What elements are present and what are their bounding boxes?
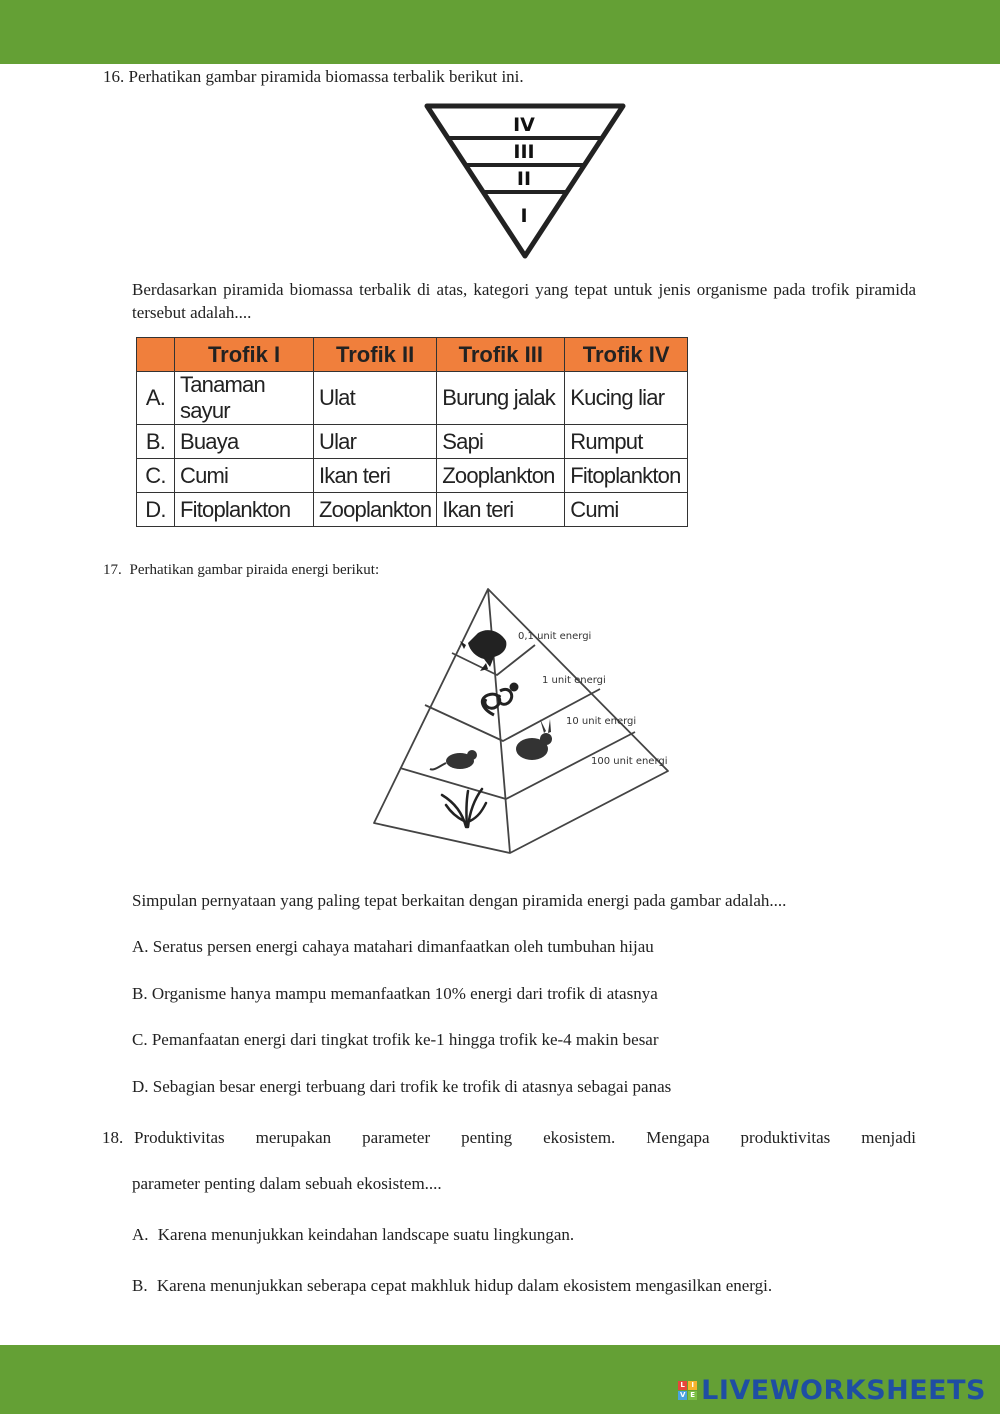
table-header-cell: Trofik I bbox=[175, 338, 314, 372]
q16-number: 16. bbox=[103, 67, 125, 86]
table-cell: Burung jalak bbox=[437, 372, 565, 425]
pyramid-level-iii: III bbox=[513, 141, 535, 163]
option-text: Karena menunjukkan seberapa cepat makhluk hidup dalam ekosistem mengasilkan energi. bbox=[156, 1276, 773, 1295]
table-cell: Buaya bbox=[175, 425, 314, 459]
table-row bbox=[137, 372, 688, 425]
rat-icon bbox=[430, 750, 477, 770]
table-cell: Cumi bbox=[175, 459, 314, 493]
pyramid-level-iv: IV bbox=[513, 114, 535, 136]
table-cell: Ulat bbox=[314, 372, 437, 425]
option-letter: B. bbox=[132, 1276, 148, 1295]
table-row bbox=[137, 459, 688, 493]
q17-question: Simpulan pernyataan yang paling tepat berkaitan dengan piramida energi pada gambar adalah.... bbox=[132, 891, 787, 910]
q18-line-1: Produktivitas merupakan parameter penting ekosistem. Mengapa produktivitas menjadi bbox=[134, 1128, 916, 1147]
q17-number: 17. bbox=[103, 562, 122, 578]
table-header-cell: Trofik II bbox=[314, 338, 437, 372]
table-cell: Rumput bbox=[565, 425, 688, 459]
header-band bbox=[0, 0, 1000, 64]
q17-option-b: B. Organisme hanya mampu memanfaatkan 10% energi dari trofik di atasnya bbox=[132, 984, 658, 1003]
q16-question: Berdasarkan piramida biomassa terbalik di atas, kategori yang tepat untuk jenis organisme pada trofik piramida tersebut adalah.... bbox=[132, 280, 916, 322]
trofik-table bbox=[136, 337, 688, 527]
table-cell: Kucing liar bbox=[565, 372, 688, 425]
q18-number: 18. bbox=[102, 1128, 124, 1147]
table-cell: Cumi bbox=[565, 493, 688, 527]
logo-mark-icon: L I V E bbox=[678, 1381, 697, 1400]
table-header-cell: Trofik IV bbox=[565, 338, 688, 372]
liveworksheets-logo[interactable] bbox=[678, 1375, 986, 1406]
pyramid-level-i: I bbox=[520, 205, 528, 227]
pyramid-level-ii: II bbox=[516, 168, 532, 190]
energy-pyramid bbox=[370, 585, 680, 860]
eagle-icon bbox=[460, 630, 506, 671]
table-cell: Ikan teri bbox=[314, 459, 437, 493]
plant-icon bbox=[442, 789, 486, 827]
option-letter: C. bbox=[137, 459, 175, 493]
table-row bbox=[137, 493, 688, 527]
table-cell: Ular bbox=[314, 425, 437, 459]
q18-option-b bbox=[132, 1275, 772, 1298]
q17-option-c: C. Pemanfaatan energi dari tingkat trofik ke-1 hingga trofik ke-4 makin besar bbox=[132, 1030, 659, 1049]
table-cell: Ikan teri bbox=[437, 493, 565, 527]
table-cell: Zooplankton bbox=[437, 459, 565, 493]
table-cell: Tanaman sayur bbox=[175, 372, 314, 425]
table-cell: Sapi bbox=[437, 425, 565, 459]
energy-label-10: 10 unit energi bbox=[566, 716, 637, 727]
energy-label-1: 1 unit energi bbox=[542, 675, 606, 686]
option-letter: A. bbox=[137, 372, 175, 425]
table-cell: Fitoplankton bbox=[175, 493, 314, 527]
q16-prompt: Perhatikan gambar piramida biomassa terbalik berikut ini. bbox=[128, 67, 524, 86]
q18-option-a bbox=[132, 1224, 574, 1247]
option-letter: D. bbox=[137, 493, 175, 527]
inverted-biomass-pyramid bbox=[420, 100, 630, 262]
table-cell: Fitoplankton bbox=[565, 459, 688, 493]
option-letter: A. bbox=[132, 1225, 149, 1244]
q17-prompt-line bbox=[103, 560, 379, 580]
table-header-cell bbox=[137, 338, 175, 372]
option-letter: B. bbox=[137, 425, 175, 459]
q17-option-d: D. Sebagian besar energi terbuang dari trofik ke trofik di atasnya sebagai panas bbox=[132, 1077, 672, 1096]
logo-text: LIVEWORKSHEETS bbox=[701, 1375, 986, 1406]
snake-icon bbox=[482, 684, 517, 715]
q17-option-a: A. Seratus persen energi cahaya matahari dimanfaatkan oleh tumbuhan hijau bbox=[132, 937, 654, 956]
q18-line-2: parameter penting dalam sebuah ekosistem.... bbox=[132, 1174, 442, 1193]
table-header-cell: Trofik III bbox=[437, 338, 565, 372]
table-cell: Zooplankton bbox=[314, 493, 437, 527]
table-row bbox=[137, 425, 688, 459]
table-header-row bbox=[137, 338, 688, 372]
energy-label-0-1: 0,1 unit energi bbox=[518, 631, 592, 642]
q17-prompt: Perhatikan gambar piraida energi berikut: bbox=[129, 562, 380, 578]
q16-prompt-line bbox=[103, 66, 524, 89]
option-text: Karena menunjukkan keindahan landscape suatu lingkungan. bbox=[157, 1225, 575, 1244]
energy-label-100: 100 unit energi bbox=[591, 756, 668, 767]
